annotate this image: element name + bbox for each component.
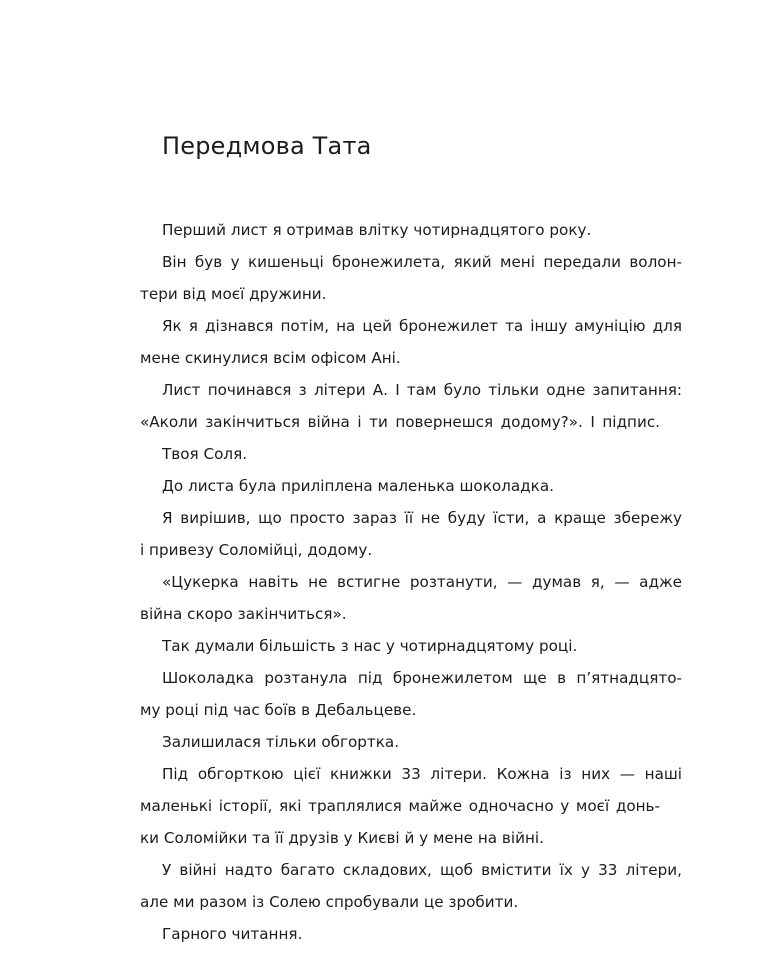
text-line: Лист починався з літери А. І там було тільки одне запитання: <box>162 381 682 399</box>
text-line: Він був у кишеньці бронежилета, який мені передали волон- <box>162 253 682 271</box>
text-line: Гарного читання. <box>162 925 303 943</box>
text-line: До листа була приліплена маленька шоколадка. <box>162 477 554 495</box>
text-line: Під обгорткою цієї книжки 33 літери. Кожна із них — наші <box>162 765 682 783</box>
text-line: Шоколадка розтанула під бронежилетом ще в п’ятнадцято- <box>162 669 682 687</box>
text-line: У війні надто багато складових, щоб вмістити їх у 33 літери, <box>162 861 682 879</box>
text-line: Твоя Соля. <box>162 445 248 463</box>
text-line: «Аколи закінчиться війна і ти повернешся додому?». І підпис. <box>140 413 660 431</box>
text-line: Як я дізнався потім, на цей бронежилет та іншу амуніцію для <box>162 317 682 335</box>
text-line: але ми разом із Солею спробували це зробити. <box>140 893 519 911</box>
text-line: війна скоро закінчиться». <box>140 605 347 623</box>
text-line: маленькі історії, які траплялися майже одночасно у моєї донь- <box>140 797 660 815</box>
text-line: «Цукерка навіть не встигне розтанути, — думав я, — адже <box>162 573 682 591</box>
text-line: му році під час боїв в Дебальцеве. <box>140 701 417 719</box>
text-line: Я вирішив, що просто зараз її не буду їсти, а краще збережу <box>162 509 682 527</box>
text-line: Так думали більшість з нас у чотирнадцятому році. <box>162 637 578 655</box>
text-line: Залишилася тільки обгортка. <box>162 733 400 751</box>
body-text <box>140 214 682 950</box>
text-line: ки Соломійки та її друзів у Києві й у мене на війні. <box>140 829 544 847</box>
text-line: Перший лист я отримав влітку чотирнадцятого року. <box>162 221 592 239</box>
text-line: і привезу Соломійці, додому. <box>140 541 373 559</box>
page-title: Передмова Тата <box>162 132 372 160</box>
text-line: тери від моєї дружини. <box>140 285 327 303</box>
text-line: мене скинулися всім офісом Ані. <box>140 349 401 367</box>
